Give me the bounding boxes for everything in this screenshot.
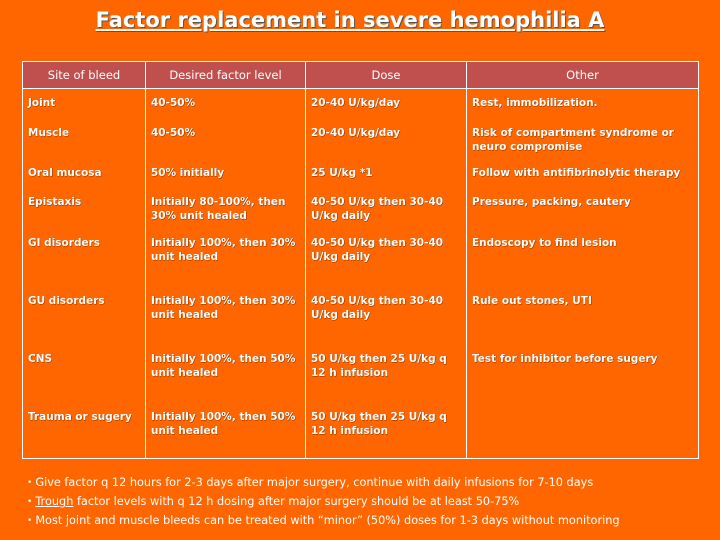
header-desired-factor-level: Desired factor level — [146, 62, 306, 89]
note-text: Give factor q 12 hours for 2-3 days after major surgery, continue with daily infusions for 7-10 days — [35, 476, 594, 489]
factor-replacement-table — [22, 61, 699, 459]
cell-level: 40-50% — [146, 89, 306, 119]
note-item — [27, 493, 707, 512]
note-item — [27, 474, 707, 493]
cell-level — [146, 188, 306, 287]
cell-site: CNS — [23, 345, 146, 403]
cell-other: Rest, immobilization. — [467, 89, 699, 119]
note-text: Most joint and muscle bleeds can be treated with “minor” (50%) doses for 1-3 days without monitoring — [35, 514, 620, 527]
header-other: Other — [467, 62, 699, 89]
notes-list — [27, 474, 707, 531]
cell-site-gi: GI disorders — [28, 236, 101, 249]
bullet-icon: • — [27, 478, 33, 488]
cell-dose-gi: 40-50 U/kg then 30-40 U/kg daily — [311, 236, 444, 263]
cell-level-gi: Initially 100%, then 30% unit healed — [151, 236, 296, 263]
note-item — [27, 512, 707, 531]
cell-level-epistaxis: Initially 80-100%, then 30% unit healed — [151, 195, 286, 222]
cell-other-gi: Endoscopy to find lesion — [472, 236, 617, 249]
cell-level: Initially 100%, then 30% unit healed — [146, 287, 306, 345]
cell-site — [23, 188, 146, 287]
cell-dose — [306, 188, 467, 287]
cell-dose: 50 U/kg then 25 U/kg q 12 h infusion — [306, 345, 467, 403]
slide-title: Factor replacement in severe hemophilia A — [95, 8, 605, 32]
cell-site: Trauma or sugery — [23, 403, 146, 459]
table-header-row — [23, 62, 699, 89]
header-dose: Dose — [306, 62, 467, 89]
table-row — [23, 287, 699, 345]
table-row — [23, 89, 699, 119]
table-row — [23, 159, 699, 188]
bullet-icon: • — [27, 497, 33, 507]
cell-other — [467, 188, 699, 287]
cell-dose: 50 U/kg then 25 U/kg q 12 h infusion — [306, 403, 467, 459]
table-row — [23, 345, 699, 403]
cell-site: Joint — [23, 89, 146, 119]
cell-level: Initially 100%, then 50% unit healed — [146, 345, 306, 403]
table-row — [23, 119, 699, 159]
cell-level: Initially 100%, then 50% unit healed — [146, 403, 306, 459]
cell-other: Rule out stones, UTI — [467, 287, 699, 345]
cell-site: GU disorders — [23, 287, 146, 345]
cell-dose: 20-40 U/kg/day — [306, 119, 467, 159]
bullet-icon: • — [27, 516, 33, 526]
cell-other: Follow with antifibrinolytic therapy — [467, 159, 699, 188]
cell-site: Muscle — [23, 119, 146, 159]
cell-other-epistaxis: Pressure, packing, cautery — [472, 195, 631, 208]
table-row — [23, 403, 699, 459]
cell-dose: 25 U/kg *1 — [306, 159, 467, 188]
cell-other: Test for inhibitor before sugery — [467, 345, 699, 403]
cell-other — [467, 403, 699, 459]
cell-site-epistaxis: Epistaxis — [28, 195, 82, 208]
note-trough-text: Trough — [35, 495, 74, 508]
cell-site: Oral mucosa — [23, 159, 146, 188]
table-row — [23, 188, 699, 287]
cell-dose: 40-50 U/kg then 30-40 U/kg daily — [306, 287, 467, 345]
cell-level: 50% initially — [146, 159, 306, 188]
cell-other: Risk of compartment syndrome or neuro compromise — [467, 119, 699, 159]
cell-level: 40-50% — [146, 119, 306, 159]
note-text: factor levels with q 12 h dosing after major surgery should be at least 50-75% — [73, 495, 520, 508]
cell-dose: 20-40 U/kg/day — [306, 89, 467, 119]
header-site-of-bleed: Site of bleed — [23, 62, 146, 89]
cell-dose-epistaxis: 40-50 U/kg then 30-40 U/kg daily — [311, 195, 444, 222]
